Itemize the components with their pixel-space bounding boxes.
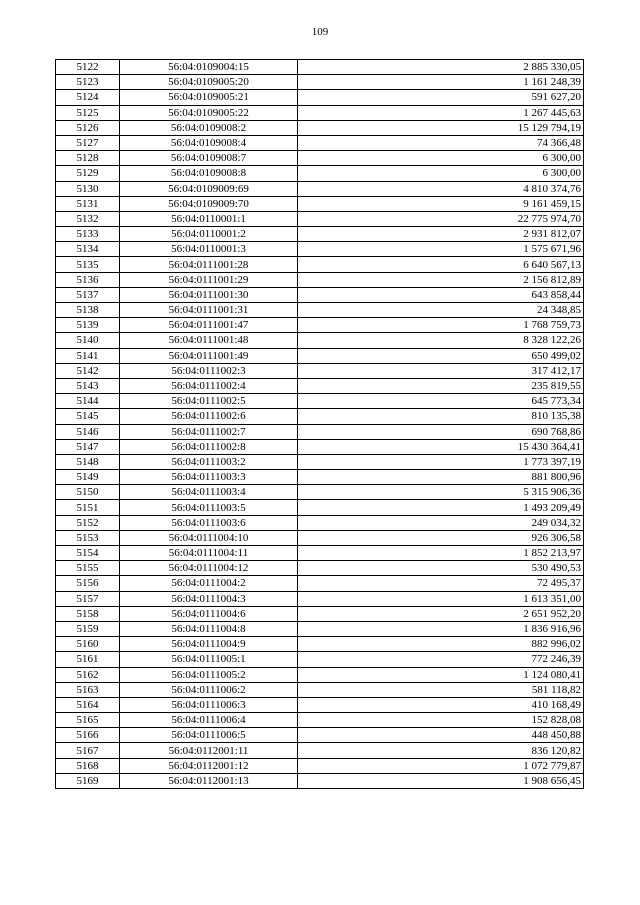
row-number-cell: 5135 (56, 257, 120, 272)
row-number-cell: 5141 (56, 348, 120, 363)
cadastral-value-cell: 1 908 656,45 (298, 773, 584, 788)
cadastral-value-cell: 15 129 794,19 (298, 120, 584, 135)
cadastral-number-cell: 56:04:0109008:8 (120, 166, 298, 181)
cadastral-number-cell: 56:04:0111001:47 (120, 318, 298, 333)
table-row (56, 758, 584, 773)
table-row (56, 196, 584, 211)
row-number-cell: 5162 (56, 667, 120, 682)
cadastral-value-cell: 643 858,44 (298, 287, 584, 302)
cadastral-number-cell: 56:04:0112001:11 (120, 743, 298, 758)
table-row (56, 546, 584, 561)
row-number-cell: 5160 (56, 637, 120, 652)
cadastral-value-cell: 15 430 364,41 (298, 439, 584, 454)
cadastral-value-cell: 1 852 213,97 (298, 546, 584, 561)
cadastral-value-cell: 1 773 397,19 (298, 454, 584, 469)
row-number-cell: 5134 (56, 242, 120, 257)
cadastral-number-cell: 56:04:0111001:31 (120, 303, 298, 318)
cadastral-value-cell: 926 306,58 (298, 530, 584, 545)
table-row (56, 576, 584, 591)
cadastral-value-cell: 74 366,48 (298, 135, 584, 150)
cadastral-number-cell: 56:04:0111001:28 (120, 257, 298, 272)
row-number-cell: 5164 (56, 697, 120, 712)
table-row (56, 606, 584, 621)
cadastral-number-cell: 56:04:0111001:30 (120, 287, 298, 302)
cadastral-value-cell: 836 120,82 (298, 743, 584, 758)
cadastral-value-cell: 9 161 459,15 (298, 196, 584, 211)
table-row (56, 470, 584, 485)
table-row (56, 90, 584, 105)
table-row (56, 394, 584, 409)
cadastral-value-cell: 4 810 374,76 (298, 181, 584, 196)
cadastral-value-cell: 1 267 445,63 (298, 105, 584, 120)
table-row (56, 409, 584, 424)
row-number-cell: 5166 (56, 728, 120, 743)
cadastral-value-cell: 317 412,17 (298, 363, 584, 378)
cadastral-number-cell: 56:04:0111003:5 (120, 500, 298, 515)
cadastral-number-cell: 56:04:0111004:2 (120, 576, 298, 591)
table-row (56, 151, 584, 166)
table-row (56, 135, 584, 150)
table-row (56, 181, 584, 196)
cadastral-number-cell: 56:04:0109008:2 (120, 120, 298, 135)
row-number-cell: 5133 (56, 227, 120, 242)
cadastral-number-cell: 56:04:0109005:20 (120, 75, 298, 90)
row-number-cell: 5152 (56, 515, 120, 530)
row-number-cell: 5126 (56, 120, 120, 135)
cadastral-value-cell: 1 768 759,73 (298, 318, 584, 333)
table-row (56, 348, 584, 363)
row-number-cell: 5156 (56, 576, 120, 591)
row-number-cell: 5125 (56, 105, 120, 120)
cadastral-number-cell: 56:04:0109008:4 (120, 135, 298, 150)
table-row (56, 713, 584, 728)
row-number-cell: 5143 (56, 378, 120, 393)
table-row (56, 652, 584, 667)
table-row (56, 272, 584, 287)
cadastral-number-cell: 56:04:0111003:6 (120, 515, 298, 530)
table-row (56, 515, 584, 530)
cadastral-number-cell: 56:04:0111004:8 (120, 621, 298, 636)
cadastral-value-cell: 410 168,49 (298, 697, 584, 712)
table-row (56, 60, 584, 75)
row-number-cell: 5138 (56, 303, 120, 318)
table-row (56, 728, 584, 743)
cadastral-number-cell: 56:04:0111006:2 (120, 682, 298, 697)
table-row (56, 621, 584, 636)
row-number-cell: 5163 (56, 682, 120, 697)
cadastral-value-cell: 1 161 248,39 (298, 75, 584, 90)
row-number-cell: 5147 (56, 439, 120, 454)
cadastral-value-cell: 645 773,34 (298, 394, 584, 409)
table-row (56, 318, 584, 333)
table-row (56, 697, 584, 712)
cadastral-number-cell: 56:04:0110001:3 (120, 242, 298, 257)
row-number-cell: 5122 (56, 60, 120, 75)
table-row (56, 75, 584, 90)
cadastral-value-cell: 882 996,02 (298, 637, 584, 652)
row-number-cell: 5151 (56, 500, 120, 515)
cadastral-number-cell: 56:04:0111006:5 (120, 728, 298, 743)
cadastral-number-cell: 56:04:0111003:2 (120, 454, 298, 469)
row-number-cell: 5161 (56, 652, 120, 667)
cadastral-number-cell: 56:04:0111004:3 (120, 591, 298, 606)
cadastral-number-cell: 56:04:0109005:22 (120, 105, 298, 120)
row-number-cell: 5140 (56, 333, 120, 348)
row-number-cell: 5154 (56, 546, 120, 561)
row-number-cell: 5145 (56, 409, 120, 424)
cadastral-number-cell: 56:04:0111002:3 (120, 363, 298, 378)
cadastral-number-cell: 56:04:0111005:2 (120, 667, 298, 682)
cadastral-number-cell: 56:04:0109004:15 (120, 60, 298, 75)
row-number-cell: 5167 (56, 743, 120, 758)
cadastral-number-cell: 56:04:0111004:6 (120, 606, 298, 621)
table-row (56, 424, 584, 439)
table-row (56, 485, 584, 500)
cadastral-value-cell: 881 800,96 (298, 470, 584, 485)
row-number-cell: 5149 (56, 470, 120, 485)
cadastral-value-cell: 2 885 330,05 (298, 60, 584, 75)
row-number-cell: 5165 (56, 713, 120, 728)
row-number-cell: 5159 (56, 621, 120, 636)
cadastral-number-cell: 56:04:0112001:12 (120, 758, 298, 773)
cadastral-value-cell: 591 627,20 (298, 90, 584, 105)
cadastral-value-cell: 24 348,85 (298, 303, 584, 318)
table-row (56, 454, 584, 469)
cadastral-value-cell: 1 493 209,49 (298, 500, 584, 515)
table-row (56, 743, 584, 758)
cadastral-value-cell: 5 315 906,36 (298, 485, 584, 500)
row-number-cell: 5153 (56, 530, 120, 545)
table-row (56, 227, 584, 242)
row-number-cell: 5157 (56, 591, 120, 606)
cadastral-value-cell: 72 495,37 (298, 576, 584, 591)
cadastral-number-cell: 56:04:0110001:1 (120, 211, 298, 226)
cadastral-value-cell: 6 300,00 (298, 151, 584, 166)
row-number-cell: 5169 (56, 773, 120, 788)
cadastral-number-cell: 56:04:0111003:3 (120, 470, 298, 485)
cadastral-value-cell: 810 135,38 (298, 409, 584, 424)
cadastral-number-cell: 56:04:0111004:10 (120, 530, 298, 545)
row-number-cell: 5127 (56, 135, 120, 150)
table-row (56, 637, 584, 652)
cadastral-number-cell: 56:04:0111001:48 (120, 333, 298, 348)
cadastral-value-cell: 22 775 974,70 (298, 211, 584, 226)
cadastral-value-cell: 1 613 351,00 (298, 591, 584, 606)
row-number-cell: 5131 (56, 196, 120, 211)
table-row (56, 105, 584, 120)
row-number-cell: 5136 (56, 272, 120, 287)
cadastral-number-cell: 56:04:0111002:6 (120, 409, 298, 424)
row-number-cell: 5168 (56, 758, 120, 773)
cadastral-value-cell: 2 931 812,07 (298, 227, 584, 242)
cadastral-value-cell: 581 118,82 (298, 682, 584, 697)
table-row (56, 561, 584, 576)
cadastral-value-cell: 650 499,02 (298, 348, 584, 363)
cadastral-number-cell: 56:04:0109005:21 (120, 90, 298, 105)
table-row (56, 530, 584, 545)
table-row (56, 242, 584, 257)
table-row (56, 120, 584, 135)
cadastral-number-cell: 56:04:0111004:9 (120, 637, 298, 652)
table-row (56, 211, 584, 226)
cadastral-value-cell: 2 651 952,20 (298, 606, 584, 621)
row-number-cell: 5150 (56, 485, 120, 500)
cadastral-number-cell: 56:04:0111002:7 (120, 424, 298, 439)
table-row (56, 287, 584, 302)
cadastral-value-cell: 8 328 122,26 (298, 333, 584, 348)
cadastral-number-cell: 56:04:0109009:70 (120, 196, 298, 211)
cadastral-value-cell: 1 836 916,96 (298, 621, 584, 636)
row-number-cell: 5130 (56, 181, 120, 196)
table-row (56, 303, 584, 318)
page-number: 109 (311, 26, 329, 38)
table-row (56, 439, 584, 454)
cadastral-value-cell: 1 575 671,96 (298, 242, 584, 257)
row-number-cell: 5158 (56, 606, 120, 621)
row-number-cell: 5137 (56, 287, 120, 302)
cadastral-value-cell: 2 156 812,89 (298, 272, 584, 287)
cadastral-value-cell: 448 450,88 (298, 728, 584, 743)
cadastral-number-cell: 56:04:0109008:7 (120, 151, 298, 166)
cadastral-number-cell: 56:04:0111003:4 (120, 485, 298, 500)
row-number-cell: 5139 (56, 318, 120, 333)
table-row (56, 667, 584, 682)
row-number-cell: 5123 (56, 75, 120, 90)
cadastral-number-cell: 56:04:0111004:12 (120, 561, 298, 576)
cadastral-value-cell: 249 034,32 (298, 515, 584, 530)
cadastral-value-cell: 530 490,53 (298, 561, 584, 576)
table-row (56, 333, 584, 348)
row-number-cell: 5132 (56, 211, 120, 226)
table-row (56, 257, 584, 272)
row-number-cell: 5148 (56, 454, 120, 469)
cadastral-number-cell: 56:04:0111005:1 (120, 652, 298, 667)
row-number-cell: 5124 (56, 90, 120, 105)
table-row (56, 682, 584, 697)
cadastral-value-cell: 152 828,08 (298, 713, 584, 728)
table-row (56, 773, 584, 788)
cadastral-number-cell: 56:04:0111004:11 (120, 546, 298, 561)
cadastral-value-cell: 6 640 567,13 (298, 257, 584, 272)
table-row (56, 363, 584, 378)
table-row (56, 591, 584, 606)
row-number-cell: 5144 (56, 394, 120, 409)
cadastral-number-cell: 56:04:0111006:4 (120, 713, 298, 728)
cadastral-number-cell: 56:04:0112001:13 (120, 773, 298, 788)
table-row (56, 166, 584, 181)
row-number-cell: 5146 (56, 424, 120, 439)
cadastral-number-cell: 56:04:0111002:5 (120, 394, 298, 409)
cadastral-value-table (55, 59, 584, 789)
cadastral-number-cell: 56:04:0111002:4 (120, 378, 298, 393)
table-row (56, 500, 584, 515)
row-number-cell: 5142 (56, 363, 120, 378)
cadastral-value-cell: 6 300,00 (298, 166, 584, 181)
cadastral-value-cell: 772 246,39 (298, 652, 584, 667)
row-number-cell: 5155 (56, 561, 120, 576)
table-row (56, 378, 584, 393)
cadastral-number-cell: 56:04:0111001:29 (120, 272, 298, 287)
cadastral-value-cell: 1 124 080,41 (298, 667, 584, 682)
cadastral-number-cell: 56:04:0110001:2 (120, 227, 298, 242)
cadastral-value-cell: 690 768,86 (298, 424, 584, 439)
cadastral-number-cell: 56:04:0111006:3 (120, 697, 298, 712)
cadastral-number-cell: 56:04:0109009:69 (120, 181, 298, 196)
cadastral-number-cell: 56:04:0111001:49 (120, 348, 298, 363)
cadastral-number-cell: 56:04:0111002:8 (120, 439, 298, 454)
row-number-cell: 5128 (56, 151, 120, 166)
cadastral-value-cell: 1 072 779,87 (298, 758, 584, 773)
cadastral-value-cell: 235 819,55 (298, 378, 584, 393)
row-number-cell: 5129 (56, 166, 120, 181)
table-body (56, 60, 584, 789)
